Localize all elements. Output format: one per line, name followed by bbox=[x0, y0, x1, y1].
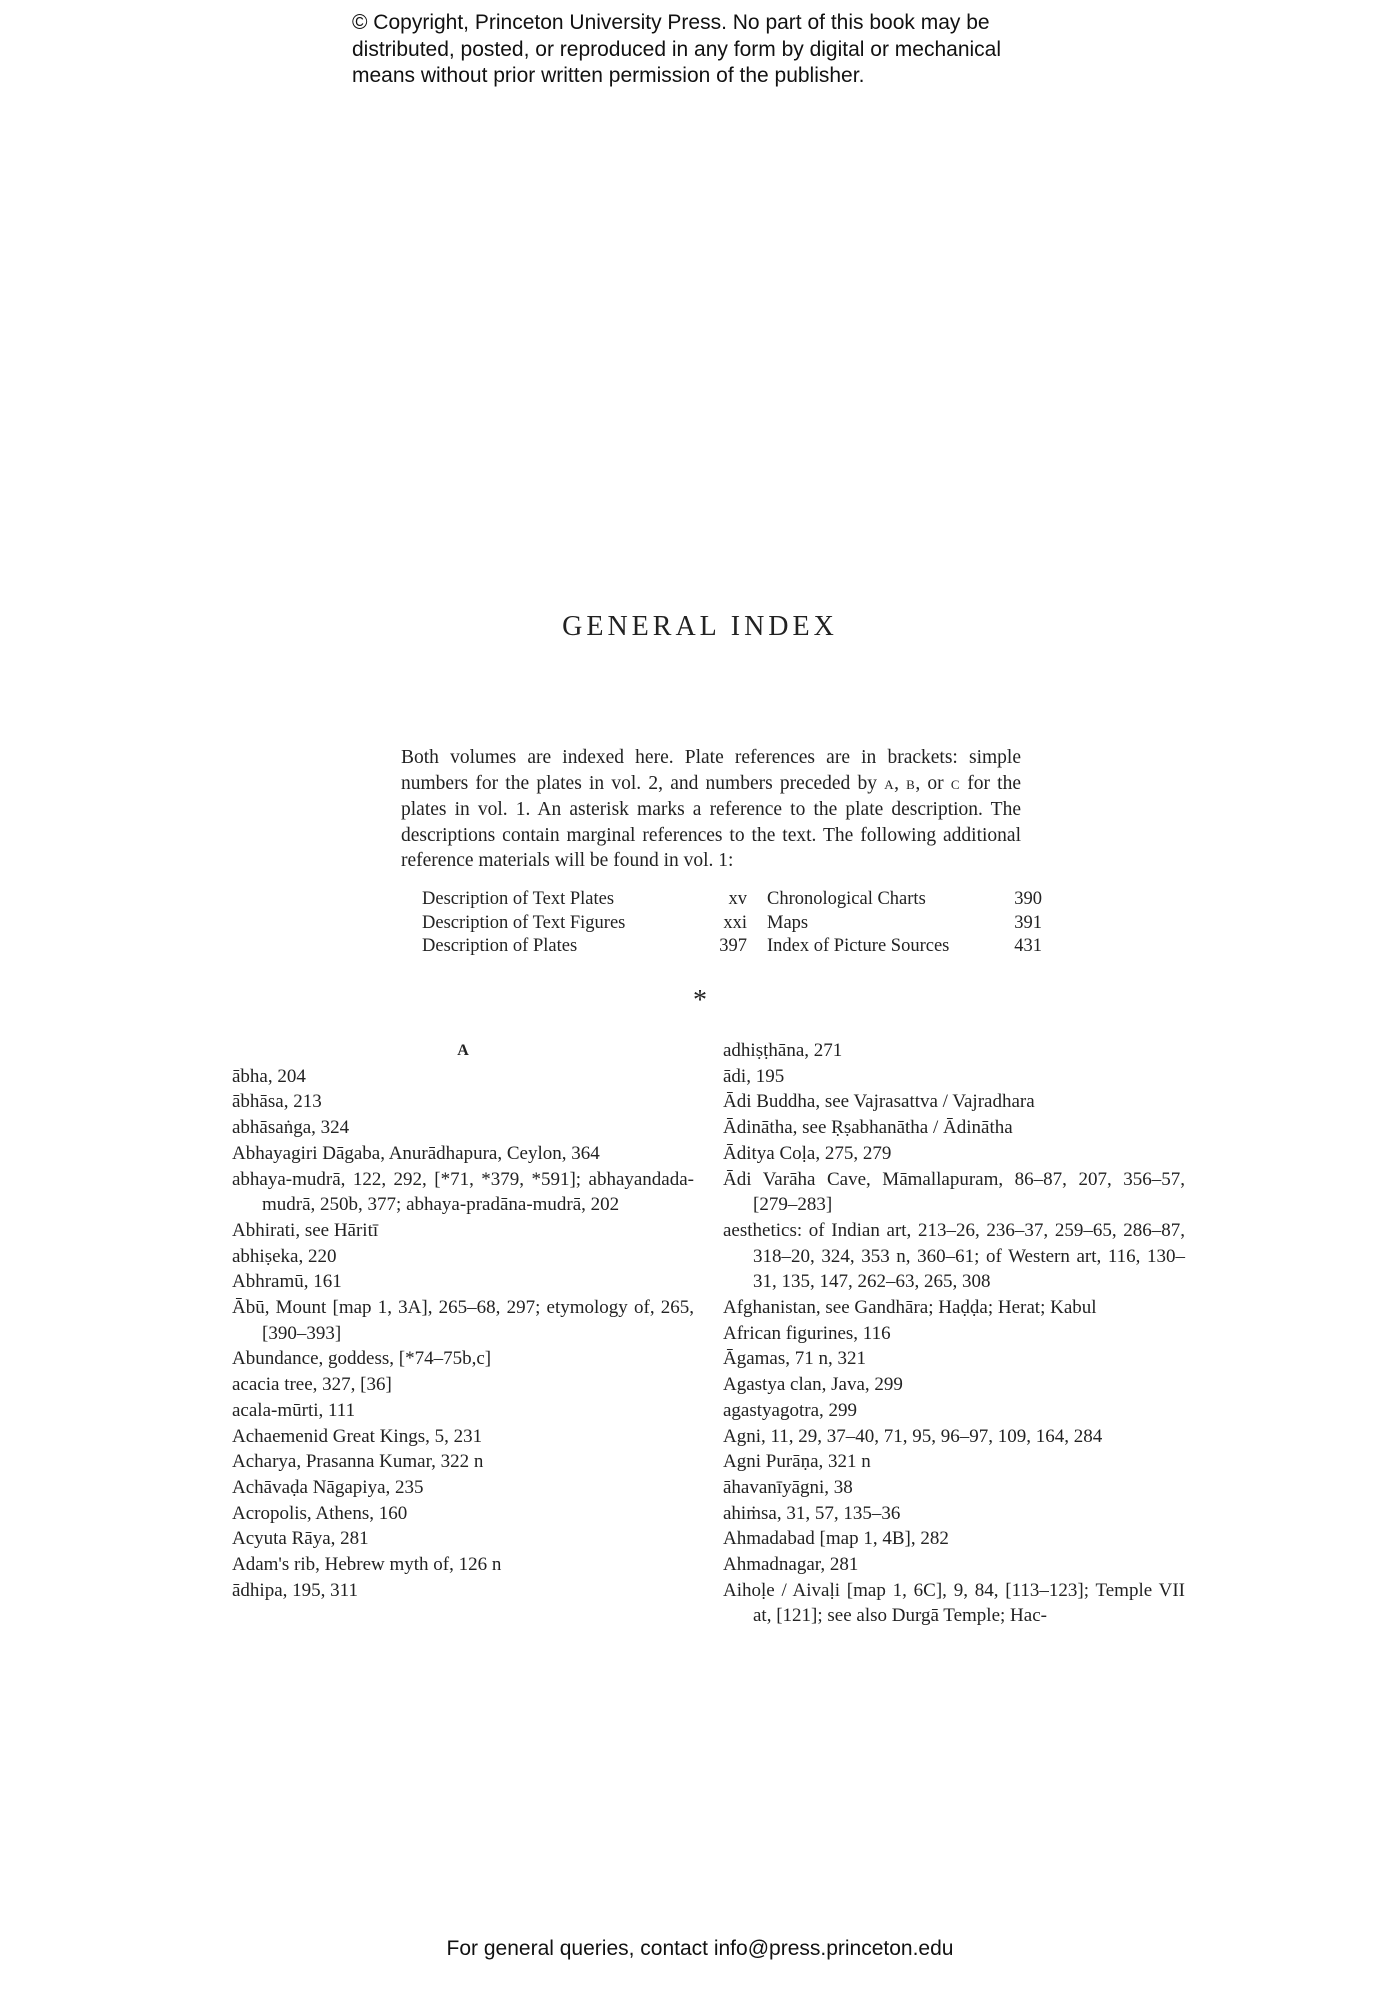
index-entry: Ābū, Mount [map 1, 3A], 265–68, 297; etymology of, 265, [390–393] bbox=[232, 1297, 694, 1344]
index-entry: Afghanistan, see Gandhāra; Haḍḍa; Herat; Kabul bbox=[723, 1297, 1097, 1319]
index-entry: adhiṣṭhāna, 271 bbox=[723, 1040, 843, 1061]
index-entry: ābha, 204 bbox=[232, 1065, 306, 1087]
reference-name: Index of Picture Sources bbox=[767, 936, 950, 956]
index-column-left bbox=[232, 1038, 694, 1603]
index-entry: Abundance, goddess, [*74–75b,c] bbox=[232, 1348, 492, 1370]
index-entry: Ādi Buddha, see Vajrasattva / Vajradhara bbox=[723, 1091, 1035, 1113]
index-entry: Acharya, Prasanna Kumar, 322 n bbox=[232, 1451, 484, 1473]
index-entry: ābhāsa, 213 bbox=[232, 1091, 322, 1113]
reference-name: Maps bbox=[767, 912, 809, 933]
index-entry: abhaya-mudrā, 122, 292, [*71, *379, *591]; abhayandada-mudrā, 250b, 377; abhaya-pradāna-mudrā, 202 bbox=[232, 1168, 694, 1216]
index-entry: Āditya Coḷa, 275, 279 bbox=[723, 1142, 892, 1164]
intro-separator: , bbox=[894, 772, 907, 794]
index-entry: abhāsaṅga, 324 bbox=[232, 1117, 350, 1139]
index-entry: acala-mūrti, 111 bbox=[232, 1399, 356, 1421]
intro-text-after: for the plates in vol. 1. An asterisk marks a reference to the plate description. The descriptions contain marginal references to the text. The following additional reference materials will be found in vol. 1: bbox=[401, 772, 1021, 871]
copyright-line: means without prior written permission of the publisher. bbox=[352, 64, 865, 87]
index-entry: Adam's rib, Hebrew myth of, 126 n bbox=[232, 1554, 502, 1576]
intro-text-before: Both volumes are indexed here. Plate references are in brackets: simple numbers for the plates in vol. 2, and numbers preceded by bbox=[401, 747, 1021, 794]
intro-separator: , or bbox=[915, 772, 951, 794]
reference-name: Chronological Charts bbox=[767, 889, 926, 909]
index-entry: Abhayagiri Dāgaba, Anurādhapura, Ceylon, 364 bbox=[232, 1142, 600, 1164]
section-separator-asterisk: * bbox=[693, 985, 707, 1016]
reference-page: 390 bbox=[1014, 889, 1042, 909]
index-entry: Aihoḷe / Aivaḷi [map 1, 6C], 9, 84, [113–123]; Temple VII at, [121]; see also Durgā Temple; Hac- bbox=[723, 1579, 1185, 1627]
volume-letter-b: B bbox=[906, 776, 916, 792]
volume-letter-a: A bbox=[884, 776, 895, 792]
reference-page: xxi bbox=[723, 912, 747, 933]
index-entry: Acropolis, Athens, 160 bbox=[232, 1502, 408, 1524]
index-entry: ādhipa, 195, 311 bbox=[232, 1579, 358, 1601]
index-entry: Acyuta Rāya, 281 bbox=[232, 1528, 369, 1550]
copyright-line: distributed, posted, or reproduced in any form by digital or mechanical bbox=[352, 37, 1002, 61]
section-letter: A bbox=[457, 1042, 469, 1059]
reference-row bbox=[422, 935, 1042, 959]
index-entry: African figurines, 116 bbox=[723, 1322, 891, 1344]
index-entry: aesthetics: of Indian art, 213–26, 236–37, 259–65, 286–87, 318–20, 324, 353 n, 360–61; of Western art, 116, 130–31, 135, 147, 262–63, 265, 308 bbox=[723, 1219, 1185, 1293]
index-entry: Abhirati, see Hāritī bbox=[232, 1219, 379, 1241]
index-entry: Āgamas, 71 n, 321 bbox=[723, 1348, 867, 1370]
index-entry: Agastya clan, Java, 299 bbox=[723, 1374, 903, 1396]
reference-page: 397 bbox=[719, 936, 747, 956]
index-entry: abhiṣeka, 220 bbox=[232, 1245, 337, 1267]
volume-letter-c: C bbox=[950, 776, 961, 792]
index-entry: agastyagotra, 299 bbox=[723, 1399, 858, 1421]
index-column-right bbox=[723, 1038, 1185, 1629]
index-entry: acacia tree, 327, [36] bbox=[232, 1374, 392, 1396]
index-entry: Abhramū, 161 bbox=[232, 1271, 342, 1293]
index-entry: Agni Purāṇa, 321 n bbox=[723, 1451, 871, 1473]
index-entry: Ādi Varāha Cave, Māmallapuram, 86–87, 207, 356–57, [279–283] bbox=[723, 1168, 1185, 1216]
reference-page: 431 bbox=[1014, 936, 1042, 956]
index-introduction bbox=[401, 745, 1021, 874]
index-entry: Ādinātha, see Ṛṣabhanātha / Ādinātha bbox=[723, 1117, 1013, 1139]
index-entry: Achāvaḍa Nāgapiya, 235 bbox=[232, 1476, 424, 1498]
copyright-notice bbox=[352, 10, 1132, 90]
intro-paragraph bbox=[401, 745, 1021, 874]
reference-page: 391 bbox=[1014, 912, 1042, 933]
copyright-line: © Copyright, Princeton University Press. No part of this book may be bbox=[352, 11, 990, 34]
page-title: GENERAL INDEX bbox=[562, 611, 838, 642]
reference-materials-table bbox=[422, 888, 1042, 959]
reference-name: Description of Text Figures bbox=[422, 912, 626, 933]
footer-contact: For general queries, contact info@press.princeton.edu bbox=[446, 1937, 954, 1960]
reference-row bbox=[422, 912, 1042, 936]
index-entry: Achaemenid Great Kings, 5, 231 bbox=[232, 1425, 483, 1447]
reference-name: Description of Text Plates bbox=[422, 889, 615, 909]
index-entry: Agni, 11, 29, 37–40, 71, 95, 96–97, 109, 164, 284 bbox=[723, 1425, 1103, 1447]
reference-name: Description of Plates bbox=[422, 936, 578, 956]
index-entry: ādi, 195 bbox=[723, 1065, 785, 1087]
index-entry: āhavanīyāgni, 38 bbox=[723, 1476, 853, 1498]
index-entry: Ahmadabad [map 1, 4B], 282 bbox=[723, 1528, 949, 1550]
reference-row bbox=[422, 888, 1042, 912]
index-entry: Ahmadnagar, 281 bbox=[723, 1554, 859, 1576]
index-entry: ahiṁsa, 31, 57, 135–36 bbox=[723, 1502, 901, 1524]
reference-page: xv bbox=[728, 889, 747, 909]
